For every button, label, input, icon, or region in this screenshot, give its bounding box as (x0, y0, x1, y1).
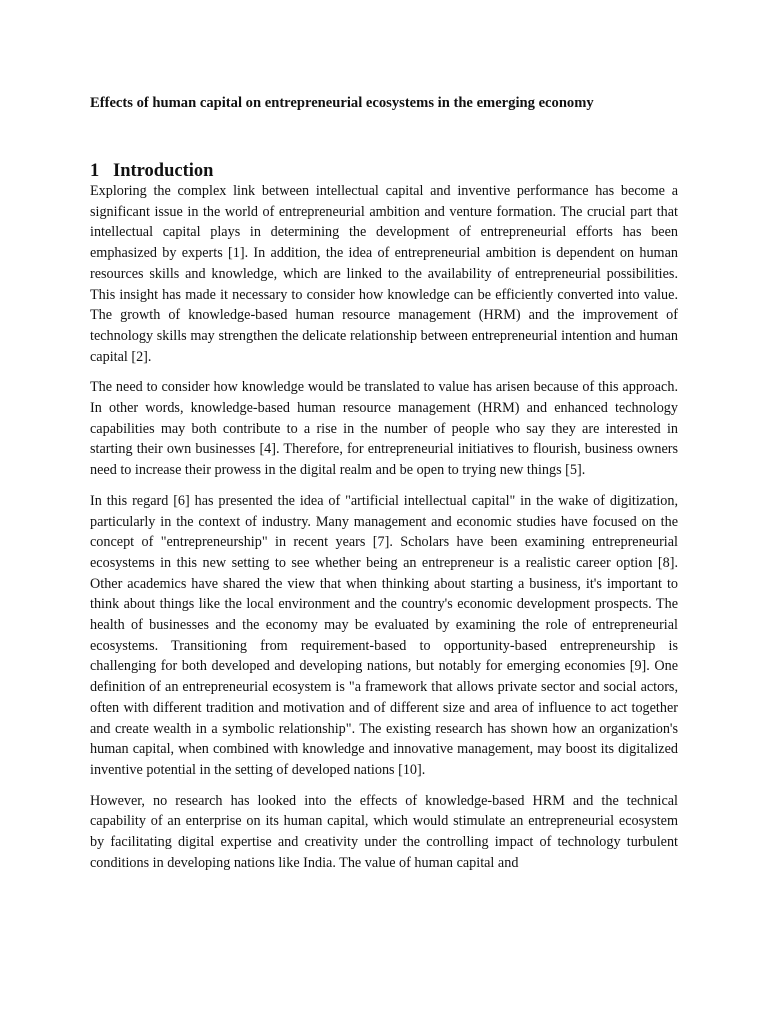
paragraph: The need to consider how knowledge would be translated to value has arisen because of this approach. In other words, knowledge-based human resource management (HRM) and enhanced technology capabilities may both contribute to a rise in the number of people who say they are interested in starting their own businesses [4]. Therefore, for entrepreneurial initiatives to flourish, business owners need to increase their prowess in the digital realm and be open to trying new things [5]. (90, 379, 678, 479)
section-heading (90, 160, 213, 182)
paragraph: However, no research has looked into the effects of knowledge-based HRM and the technical capability of an enterprise on its human capital, which would stimulate an entrepreneurial ecosystem by facilitating digital expertise and creativity under the controlling impact of technology turbulent conditions in developing nations like India. The value of human capital and (90, 792, 678, 871)
document-title: Effects of human capital on entrepreneurial ecosystems in the emerging economy (90, 95, 594, 111)
paragraph: Exploring the complex link between intellectual capital and inventive performance has become a significant issue in the world of entrepreneurial ambition and venture formation. The crucial part that intellectual capital plays in determining the development of entrepreneurial efforts has been emphasized by experts [1]. In addition, the idea of entrepreneurial ambition is dependent on human resources skills and knowledge, which are linked to the availability of entrepreneurial possibilities. This insight has made it necessary to consider how knowledge can be efficiently converted into value. The growth of knowledge-based human resource management (HRM) and the improvement of technology skills may strengthen the delicate relationship between entrepreneurial intention and human capital [2]. (90, 183, 678, 365)
section-title: Introduction (113, 161, 214, 181)
section-number: 1 (90, 161, 100, 181)
body-text (90, 181, 678, 884)
paragraph: In this regard [6] has presented the idea of "artificial intellectual capital" in the wake of digitization, particularly in the context of industry. Many management and economic studies have focused on the concept of "entrepreneurship" in recent years [7]. Scholars have been examining entrepreneurial ecosystems in this new setting to see whether being an entrepreneur is a realistic career option [8]. Other academics have shared the view that when thinking about starting a business, it's important to think about things like the local environment and the country's economic development prospects. The health of businesses and the economy may be evaluated by examining the role of entrepreneurial ecosystems. Transitioning from requirement-based to opportunity-based entrepreneurship is challenging for both developed and developing nations, but notably for emerging economies [9]. One definition of an entrepreneurial ecosystem is "a framework that allows private sector and social actors, often with different tradition and motivation and of different size and area of influence to act together and create wealth in a symbolic relationship". The existing research has shown how an organization's human capital, when combined with knowledge and innovative management, may boost its digitalized inventive potential in the setting of developed nations [10]. (90, 492, 678, 778)
